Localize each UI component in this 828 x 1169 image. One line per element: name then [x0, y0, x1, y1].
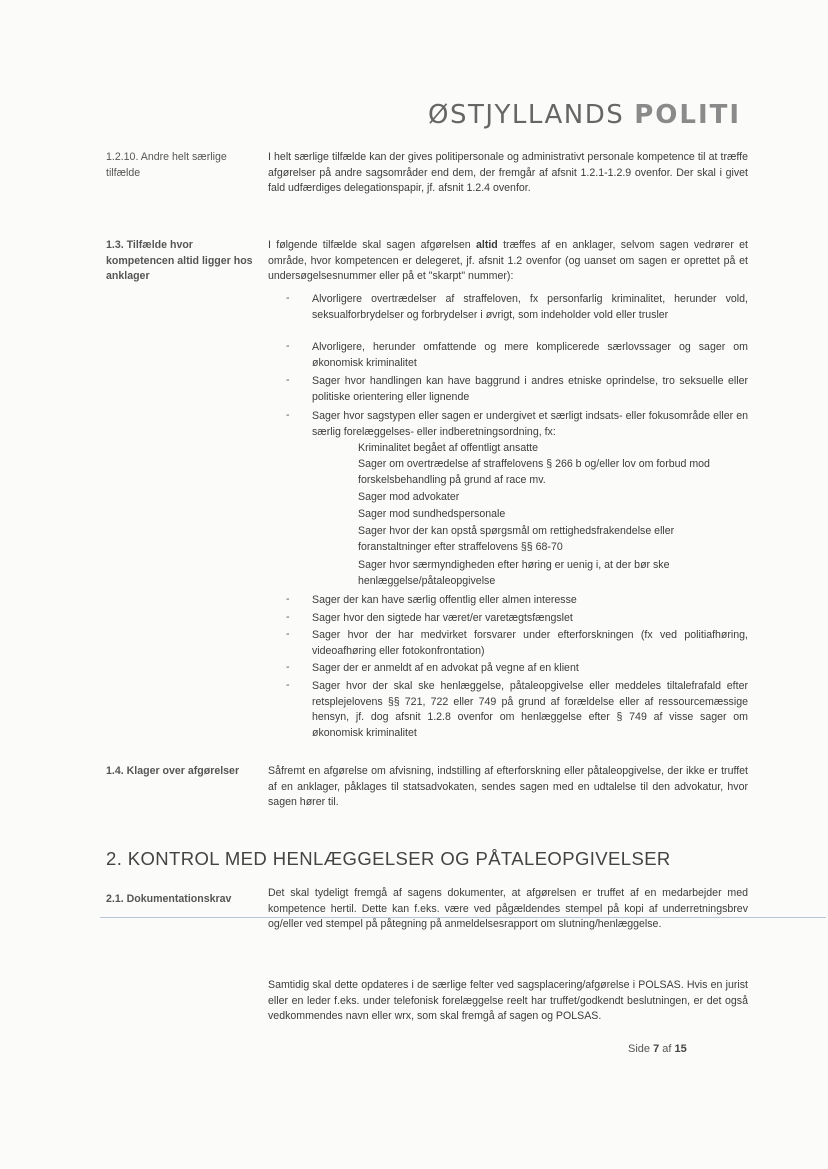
sub-list-item: Sager mod advokater — [358, 491, 460, 503]
intro-emphasis: altid — [476, 239, 498, 251]
section-heading-2: 2. KONTROL MED HENLÆGGELSER OG PÅTALEOPGIVELSER — [106, 848, 671, 869]
sub-list-item: Kriminalitet begået af offentligt ansatte — [358, 442, 539, 454]
section-label-1-3: 1.3. Tilfælde hvor kompetencen altid ligger hos anklager — [106, 239, 253, 282]
sub-list-item: Sager hvor der kan opstå spørgsmål om rettighedsfrakendelse eller foranstaltninger efter straffelovens §§ 68-70 — [358, 525, 675, 553]
list-item: Sager hvor handlingen kan have baggrund i andres etniske oprindelse, tro seksuelle eller politiske orientering eller lignende — [312, 375, 748, 403]
intro-text-cont: træffes af en anklager, selvom sagen vedrører et område, hvor kompetencen er delegeret, jf. afsnit 1.2 ovenfor (og uanset om sagen er oprettet på et undersøgelsesnummer eller på et "skarpt" nummer): — [268, 239, 749, 282]
page-separator: af — [662, 1043, 672, 1055]
dash-marker: - — [286, 409, 290, 421]
logo-text-region: ØSTJYLLANDS — [428, 100, 625, 130]
intro-text: I følgende tilfælde skal sagen afgørelsen — [268, 239, 476, 251]
section-text-2-1: Det skal tydeligt fremgå af sagens dokumenter, at afgørelsen er truffet af en medarbejder med kompetence hertil. Dette kan f.eks. være ved pågældendes stempel på kopi af underretningsbrev og/eller ved stempel på påtegning på anmeldelsesrapport om slutning/henlæggelse. — [268, 887, 748, 930]
list-item: Sager hvor den sigtede har været/er varetægtsfængslet — [312, 612, 573, 624]
sub-list-item: Sager hvor særmyndigheden efter høring er uenig i, at der bør ske henlæggelse/påtaleopgivelse — [358, 559, 670, 587]
page-total: 15 — [674, 1043, 687, 1055]
dash-marker: - — [286, 679, 290, 691]
list-item: Sager hvor sagstypen eller sagen er undergivet et særligt indsats- eller fokusområde eller en særlig forelæggelses- eller indberetningsordning, fx: — [312, 410, 748, 438]
section-label-1-4: 1.4. Klager over afgørelser — [106, 765, 240, 777]
section-text-1-4: Såfremt en afgørelse om afvisning, indstilling af efterforskning eller påtaleopgivelse, der ikke er truffet af en anklager, påklages til statsadvokaten, sendes sagen med en udtalelse til den advokatur, hvor sagen hører til. — [268, 765, 748, 808]
page-number — [628, 1043, 687, 1055]
section-text-1-2-10: I helt særlige tilfælde kan der gives politipersonale og administrativt personale kompetence til at træffe afgørelser på andre sagsområder end dem, der fremgår af afsnit 1.2.1-1.2.9 ovenfor. Der skal i givet fald udfærdiges delegationspapir, jf. afsnit 1.2.4 ovenfor. — [268, 151, 748, 194]
divider-rule — [100, 917, 826, 918]
sub-list-item: Sager om overtrædelse af straffelovens § 266 b og/eller lov om forbud mod forskelsbehandling på grund af race mv. — [358, 458, 710, 486]
section-label-2-1: 2.1. Dokumentationskrav — [106, 893, 232, 905]
dash-marker: - — [286, 611, 290, 623]
dash-marker: - — [286, 292, 290, 304]
dash-marker: - — [286, 628, 290, 640]
section-label-1-2-10: 1.2.10. Andre helt særlige tilfælde — [106, 151, 227, 179]
logo-text-politi: POLITI — [634, 100, 742, 130]
list-item: Sager hvor der har medvirket forsvarer under efterforskningen (fx ved politiafhøring, videoafhøring eller fotokonfrontation) — [312, 629, 748, 657]
police-logo — [428, 100, 741, 130]
page-current: 7 — [653, 1043, 660, 1055]
page-prefix: Side — [628, 1043, 651, 1055]
sub-list-item: Sager mod sundhedspersonale — [358, 508, 506, 520]
dash-marker: - — [286, 593, 290, 605]
list-item: Sager hvor der skal ske henlæggelse, påtaleopgivelse eller meddeles tiltalefrafald efter retsplejelovens §§ 721, 722 eller 749 på grund af forældelse eller af ressourcemæssige hensyn, jf. dog afsnit 1.2.8 ovenfor om henlæggelse efter § 749 af visse sager om økonomisk kriminalitet — [312, 680, 748, 739]
dash-marker: - — [286, 340, 290, 352]
list-item: Alvorligere overtrædelser af straffeloven, fx personfarlig kriminalitet, herunder vold, seksualforbrydelser og forbrydelser i øvrigt, som indeholder vold eller trusler — [312, 293, 748, 321]
list-item: Sager der kan have særlig offentlig eller almen interesse — [312, 594, 577, 606]
section-intro-1-3 — [268, 238, 748, 285]
dash-marker: - — [286, 374, 290, 386]
dash-marker: - — [286, 661, 290, 673]
section-text-2-1-cont: Samtidig skal dette opdateres i de særlige felter ved sagsplacering/afgørelse i POLSAS. Hvis en jurist eller en leder f.eks. under telefonisk forelæggelse reelt har truffet/godkendt beslutningen, er det også vedkommendes navn eller wrx, som skal fremgå af sagen og POLSAS. — [268, 979, 748, 1022]
list-item: Sager der er anmeldt af en advokat på vegne af en klient — [312, 662, 579, 674]
list-item: Alvorligere, herunder omfattende og mere komplicerede særlovssager og sager om økonomisk kriminalitet — [312, 341, 748, 369]
